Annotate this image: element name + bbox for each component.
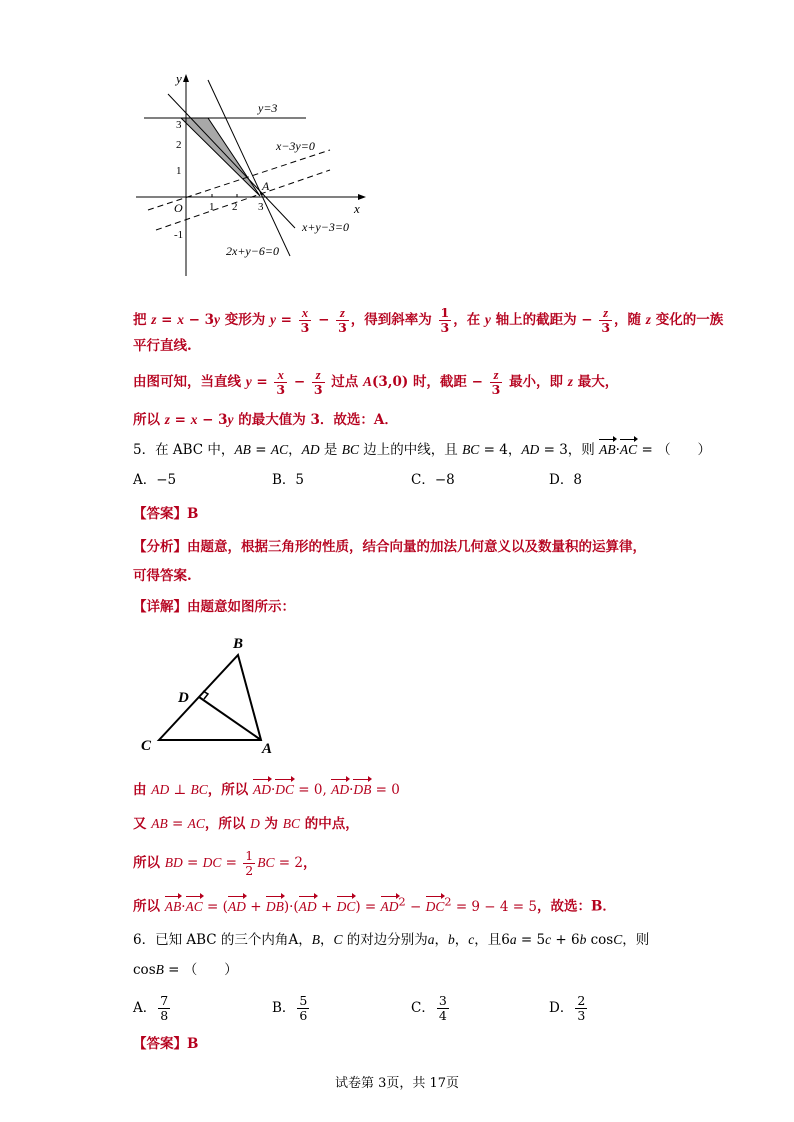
- q6-answer: 【答案】B: [133, 1036, 199, 1052]
- q5-option-b[interactable]: B．5: [272, 472, 305, 488]
- linear-programming-graph: [130, 70, 370, 280]
- q5-detail: 【详解】由题意如图所示：: [133, 599, 295, 615]
- triangle-figure: [135, 628, 285, 758]
- q6-option-b[interactable]: B． $\frac{5}{6}$: [272, 993, 308, 1023]
- q5-analysis-2: 可得答案.: [133, 568, 192, 584]
- x-tick-3: 3: [258, 201, 264, 213]
- y-tick-3: 3: [176, 119, 182, 131]
- q5-answer: 【答案】B: [133, 506, 199, 522]
- q5-step4: 所以 $AB\cdot AC = (AD + DB)\cdot(AD + DC) = AD^2 - DC^2 = 9 - 4 = 5$，故选：B．: [133, 895, 616, 915]
- y-tick-neg1: -1: [174, 229, 184, 241]
- y-axis-label: y: [176, 71, 182, 86]
- sol4-line4: 所以 z = x − 3y 的最大值为 3．故选：A．: [133, 412, 398, 428]
- q6-option-a[interactable]: A． $\frac{7}{8}$: [133, 993, 169, 1023]
- page-footer: 试卷第 3页，共 17页: [334, 1076, 460, 1091]
- q5-stem: 5．在 ABC 中，AB = AC，AD 是 BC 边上的中线，且 BC = 4，AD = 3，则 AB·AC = （ ）: [133, 442, 712, 458]
- point-A-label: A: [262, 179, 270, 193]
- vertex-A: A: [262, 741, 273, 757]
- q6-stem-2: cosB = （ ）: [133, 962, 238, 978]
- vertex-D: D: [178, 690, 189, 706]
- q5-step1: 由 AD ⊥ BC，所以 AD·DC = 0, AD·DB = 0: [133, 782, 400, 798]
- sol4-line2: 平行直线.: [133, 338, 192, 354]
- q5-option-a[interactable]: A．−5: [133, 472, 177, 488]
- label-x+y-3: x+y−3=0: [302, 220, 349, 234]
- label-x-3y: x−3y=0: [276, 139, 315, 153]
- q5-analysis: 【分析】由题意，根据三角形的性质，结合向量的加法几何意义以及数量积的运算律，: [133, 539, 646, 555]
- x-axis-label: x: [354, 201, 360, 216]
- y-tick-1: 1: [176, 165, 182, 177]
- q5-step2: 又 AB = AC，所以 D 为 BC 的中点，: [133, 816, 359, 832]
- x-tick-2: 2: [232, 201, 238, 213]
- q5-option-d[interactable]: D．8: [549, 472, 582, 488]
- sol4-line1: 把 z = x − 3y 变形为 y = $\frac{x}{3}$ − $\frac{z}{3}$ ，得到斜率为 $\frac{1}{3}$ ，在 y 轴上的截距为 − $\frac{z}{3}$ ，随 z 变化的一族: [133, 305, 724, 335]
- x-tick-1: 1: [209, 201, 215, 213]
- y-tick-2: 2: [176, 139, 182, 151]
- q5-option-c[interactable]: C．−8: [411, 472, 455, 488]
- vertex-B: B: [233, 636, 244, 652]
- vertex-C: C: [141, 738, 152, 754]
- feasible-region: [181, 118, 260, 196]
- label-2x+y-6: 2x+y−6=0: [226, 244, 279, 258]
- q6-option-c[interactable]: C． $\frac{3}{4}$: [411, 993, 447, 1023]
- q5-step3: 所以 BD = DC = $\frac{1}{2}$ BC = 2，: [133, 848, 317, 878]
- sol4-line3: 由图可知，当直线 y = $\frac{x}{3}$ − $\frac{z}{3}$ 过点 A(3,0) 时，截距 − $\frac{z}{3}$ 最小，即 z 最大，: [133, 368, 619, 397]
- label-y3: y=3: [258, 101, 278, 115]
- q6-option-d[interactable]: D． $\frac{2}{3}$: [549, 993, 586, 1023]
- q6-stem: 6．已知 ABC 的三个内角A，B，C 的对边分别为a，b，c，且6a = 5c + 6b cosC，则: [133, 932, 650, 948]
- origin-label: O: [174, 201, 183, 215]
